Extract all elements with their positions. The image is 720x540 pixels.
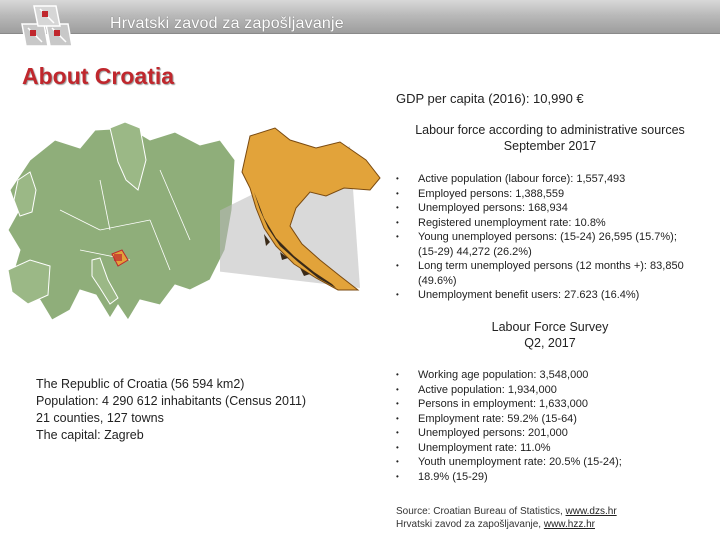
list-item: • Employment rate: 59.2% (15-64) <box>396 412 696 427</box>
list-item: • Unemployment rate: 11.0% <box>396 441 696 456</box>
labour-force-list <box>396 172 696 303</box>
list-item: • Youth unemployment rate: 20.5% (15-24); <box>396 455 696 470</box>
list-item: • Unemployed persons: 168,934 <box>396 201 696 216</box>
labour-force-survey-title-line1: Labour Force Survey <box>491 320 609 334</box>
labour-force-survey-title-line2: Q2, 2017 <box>524 336 576 350</box>
list-item: • Active population (labour force): 1,557,493 <box>396 172 696 187</box>
hzz-link[interactable]: www.hzz.hr <box>543 519 595 530</box>
header-bar <box>0 0 720 34</box>
dzs-link[interactable]: www.dzs.hr <box>565 506 617 517</box>
source-text: Hrvatski zavod za zapošljavanje, <box>396 519 544 530</box>
labour-force-title <box>390 122 710 154</box>
source-line-1 <box>396 505 617 518</box>
republic-capital: The capital: Zagreb <box>36 428 144 442</box>
list-item: • Active population: 1,934,000 <box>396 383 696 398</box>
header-divider <box>0 33 720 34</box>
republic-counties: 21 counties, 127 towns <box>36 411 164 425</box>
labour-force-survey-title <box>400 319 700 351</box>
republic-population: Population: 4 290 612 inhabitants (Census 2011) <box>36 394 307 408</box>
list-item: • Young unemployed persons: (15-24) 26,595 (15.7%); (15-29) 44,272 (26.2%) <box>396 230 696 259</box>
republic-area: The Republic of Croatia (56 594 km2) <box>36 377 245 391</box>
page-title: About Croatia <box>22 63 175 89</box>
labour-force-title-line2: September 2017 <box>503 139 597 153</box>
organization-name: Hrvatski zavod za zapošljavanje <box>110 15 344 32</box>
list-item: • Unemployment benefit users: 27.623 (16.4%) <box>396 288 696 303</box>
croatia-zoom-map <box>220 118 390 298</box>
croatia-marker <box>114 254 122 261</box>
gdp-per-capita: GDP per capita (2016): 10,990 € <box>396 91 584 106</box>
hzz-logo-icon <box>16 4 84 50</box>
source-text: Source: Croatian Bureau of Statistics, <box>396 506 566 517</box>
list-item: • Long term unemployed persons (12 months +): 83,850 (49.6%) <box>396 259 696 288</box>
list-item: • Unemployed persons: 201,000 <box>396 426 696 441</box>
labour-force-survey-list <box>396 368 696 484</box>
list-item: • Employed persons: 1,388,559 <box>396 187 696 202</box>
list-item: • Registered unemployment rate: 10.8% <box>396 216 696 231</box>
labour-force-title-line1: Labour force according to administrative sources <box>415 123 685 137</box>
europe-map <box>0 120 240 360</box>
list-item: • Working age population: 3,548,000 <box>396 368 696 383</box>
republic-info <box>36 376 306 444</box>
list-item: • 18.9% (15-29) <box>396 470 696 485</box>
list-item: • Persons in employment: 1,633,000 <box>396 397 696 412</box>
source-line-2 <box>396 518 617 531</box>
source-note <box>396 505 617 531</box>
